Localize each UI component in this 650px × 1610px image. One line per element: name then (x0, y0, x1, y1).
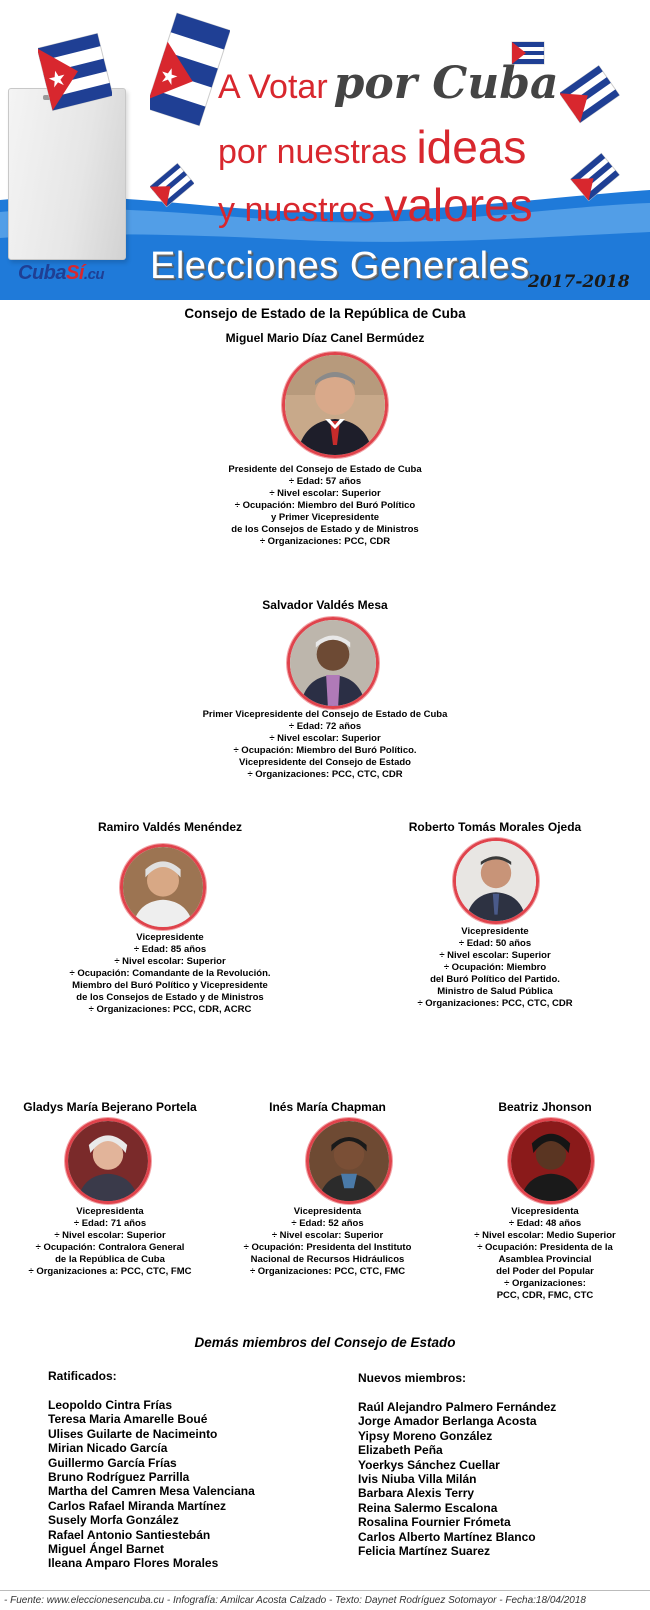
list-item: Miguel Ángel Barnet (48, 1542, 165, 1557)
cuban-flag-icon (150, 160, 194, 210)
list-item: Teresa Maria Amarelle Boué (48, 1412, 208, 1427)
member-photo (306, 1118, 392, 1204)
list-item: Elizabeth Peña (358, 1443, 443, 1458)
member-details: Vicepresidente ÷ Edad: 50 años ÷ Nivel escolar: Superior ÷ Ocupación: Miembro del Buró Político del Partido. Ministro de Salud Pública ÷ Organizaciones: PCC, CTC, CDR (417, 926, 573, 1009)
member-name: Gladys María Bejerano Portela (23, 1100, 197, 1114)
list-item: Reina Salermo Escalona (358, 1500, 498, 1515)
member-card (345, 820, 645, 834)
list-item: Carlos Rafael Miranda Martínez (48, 1498, 227, 1513)
election-years: 2017-2018 (528, 272, 630, 292)
list-item: Carlos Alberto Martínez Blanco (358, 1529, 536, 1544)
member-name: Salvador Valdés Mesa (262, 598, 388, 612)
list-item: Bruno Rodríguez Parrilla (48, 1470, 190, 1485)
list-item: Ulises Guilarte de Nacimeinto (48, 1426, 218, 1441)
cuban-flag-icon (570, 150, 620, 204)
ratificados-list (48, 1398, 255, 1571)
cuban-flag-icon (38, 30, 112, 114)
cubasi-logo: CubaSí.cu (18, 262, 105, 284)
member-details: Vicepresidenta ÷ Edad: 71 años ÷ Nivel escolar: Superior ÷ Ocupación: Contralora General de la República de Cuba ÷ Organizaciones a: PCC, CTC, FMC (28, 1206, 192, 1277)
member-details: Vicepresidenta ÷ Edad: 48 años ÷ Nivel escolar: Medio Superior ÷ Ocupación: Presidenta de la Asamblea Provincial del Poder del Popular ÷ Organizaciones: PCC, CDR, FMC, CTC (474, 1206, 616, 1301)
member-name: Inés María Chapman (269, 1100, 386, 1114)
member-name: Roberto Tomás Morales Ojeda (408, 820, 582, 834)
list-item: Rosalina Fournier Frómeta (358, 1515, 511, 1530)
section-title: Consejo de Estado de la República de Cuba (184, 306, 466, 321)
member-card (440, 1100, 650, 1114)
list-item: Mirian Nicado García (48, 1441, 168, 1456)
ratificados-heading: Ratificados: (48, 1369, 117, 1383)
list-item: Rafael Antonio Santiestebán (48, 1527, 211, 1542)
member-card (175, 598, 475, 612)
header-banner (0, 0, 650, 300)
member-photo (287, 617, 379, 709)
cuban-flag-icon (560, 60, 620, 130)
headline-line-3: y nuestros valores (218, 179, 533, 231)
member-details: Vicepresidente ÷ Edad: 85 años ÷ Nivel escolar: Superior ÷ Ocupación: Comandante de la Revolución. Miembro del Buró Político y Vicepresidente de los Consejos de Estado y de Ministros ÷ Organizaciones: PCC, CDR, ACRC (69, 932, 271, 1015)
list-item: Leopoldo Cintra Frías (48, 1398, 173, 1412)
member-card (220, 1100, 435, 1114)
member-name: Miguel Mario Díaz Canel Bermúdez (225, 331, 425, 345)
list-item: Yipsy Moreno González (358, 1428, 493, 1443)
member-photo (508, 1118, 594, 1204)
headline-line-2: por nuestras ideas (218, 121, 527, 173)
footer-credits: - Fuente: www.eleccionesencuba.cu - Infografía: Amilcar Acosta Calzado - Texto: Daynet Rodríguez Sotomayor - Fecha:18/04/2018 (0, 1590, 650, 1606)
member-name: Ramiro Valdés Menéndez (97, 820, 243, 834)
member-details: Primer Vicepresidente del Consejo de Estado de Cuba ÷ Edad: 72 años ÷ Nivel escolar: Superior ÷ Ocupación: Miembro del Buró Político. Vicepresidente del Consejo de Estado ÷ Organizaciones: PCC, CTC, CDR (202, 709, 448, 780)
member-card (175, 331, 475, 345)
headline-line-1: A Votar por Cuba (218, 58, 559, 109)
member-name: Beatriz Jhonson (498, 1100, 592, 1114)
member-card (0, 1100, 220, 1114)
list-item: Barbara Alexis Terry (358, 1486, 475, 1501)
member-details: Presidente del Consejo de Estado de Cuba ÷ Edad: 57 años ÷ Nivel escolar: Superior ÷ Ocupación: Miembro del Buró Político y Primer Vicepresidente de los Consejos de Estado y de Ministros ÷ Organizaciones: PCC, CDR (228, 464, 422, 547)
member-photo (453, 838, 539, 924)
nuevos-heading: Nuevos miembros: (358, 1371, 467, 1385)
member-details: Vicepresidenta ÷ Edad: 52 años ÷ Nivel escolar: Superior ÷ Ocupación: Presidenta del Instituto Nacional de Recursos Hidráulicos ÷ Organizaciones: PCC, CTC, FMC (243, 1206, 412, 1277)
list-item: Ivis Niuba Villa Milán (358, 1472, 477, 1487)
list-item: Felicia Martínez Suarez (358, 1544, 491, 1559)
list-item: Ileana Amparo Flores Morales (48, 1556, 219, 1571)
list-item: Guillermo García Frías (48, 1455, 177, 1470)
nuevos-list (358, 1400, 556, 1558)
list-item: Yoerkys Sánchez Cuellar (358, 1457, 500, 1472)
list-item: Susely Morfa González (48, 1513, 179, 1528)
list-item: Jorge Amador Berlanga Acosta (358, 1414, 537, 1429)
member-card (20, 820, 320, 834)
member-photo (65, 1118, 151, 1204)
elecciones-generales-banner: Elecciones Generales (150, 245, 530, 287)
list-item: Raúl Alejandro Palmero Fernández (358, 1400, 557, 1414)
member-photo (282, 352, 388, 458)
member-photo (120, 844, 206, 930)
list-item: Martha del Camren Mesa Valenciana (48, 1484, 255, 1499)
other-members-title: Demás miembros del Consejo de Estado (194, 1335, 456, 1350)
